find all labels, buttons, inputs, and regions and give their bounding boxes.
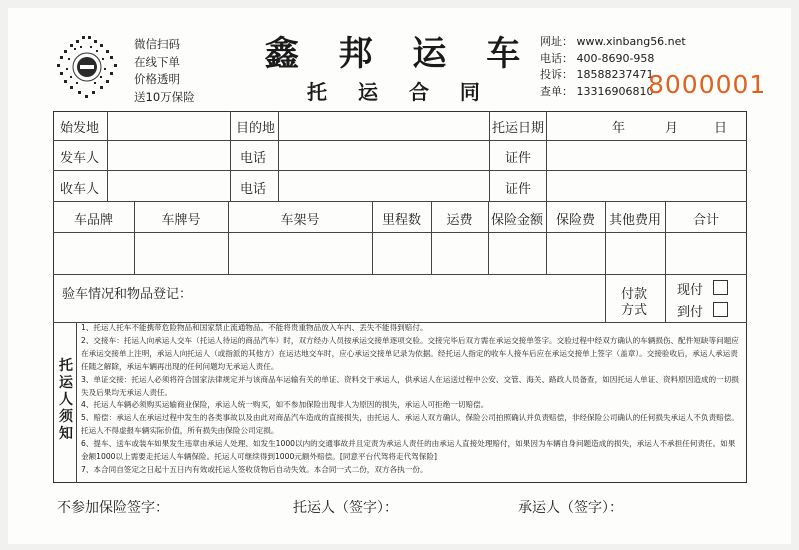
- day-label: 日: [714, 121, 728, 136]
- notice-item: 5、赔偿：承运人在承运过程中发生的各类事故以及由此对商品汽车造成的直接损失，由托运人、承运人双方确认，保险公司拍照确认并负责赔偿，非经保险公司确认的任何损失承运人不负责赔偿。托运人不得虚报车辆实际价值，所有损失由保险公司定损。: [81, 413, 739, 436]
- col-divider: [76, 322, 77, 483]
- col-header-vin: 车架号: [280, 213, 320, 228]
- receiver-phone-label: 电话: [240, 182, 267, 197]
- year-label: 年: [612, 121, 626, 136]
- col-header-plate: 车牌号: [161, 213, 201, 228]
- promo-line: 送10万保险: [134, 89, 195, 104]
- phone-line: 电话： 400-8690-958: [540, 51, 655, 65]
- sender-label: 发车人: [60, 151, 100, 166]
- notice-title: 托运人须知: [59, 358, 73, 442]
- col-header-premium: 保险费: [555, 213, 595, 228]
- col-divider: [546, 111, 547, 201]
- payment-method-label: 付款: [621, 287, 648, 302]
- receiver-label: 收车人: [60, 182, 100, 197]
- promo-line: 在线下单: [134, 54, 180, 69]
- promo-line: 微信扫码: [134, 37, 180, 51]
- col-header-other-fees: 其他费用: [608, 213, 661, 228]
- serial-number: 8000001: [648, 70, 767, 99]
- company-name: 鑫 邦 运 车: [264, 34, 535, 74]
- notice-list: [81, 322, 741, 477]
- shipper-signature: 托运人（签字）：: [293, 500, 398, 516]
- col-divider: [230, 111, 231, 201]
- query-line: 查单： 13316906810: [540, 84, 654, 98]
- month-label: 月: [665, 121, 679, 136]
- notice-item: 3、单证交接：托运人必须将符合国家法律规定并与该商品车运输有关的单证、资料交于承运人，供承运人在运送过程中公安、交管、海关、路政人员备查，如因托运人单证、资料原因造成的一切损失及后果均无承运人责任。: [81, 374, 739, 397]
- notice-item: 4、托运人车辆必须购买运输商业保险，承运人统一购买，如不参加保险出现非人为原因的损失，承运人可拒绝一切赔偿。: [81, 400, 489, 410]
- row-divider: [53, 274, 747, 275]
- pay-now-checkbox[interactable]: [713, 280, 728, 295]
- payment-method-label: 方式: [621, 303, 648, 318]
- row-divider: [53, 232, 747, 233]
- col-header-total: 合计: [692, 213, 719, 228]
- pay-on-arrival-label: 到付: [677, 305, 704, 320]
- row-divider: [53, 201, 747, 202]
- pay-on-arrival-checkbox[interactable]: [713, 302, 728, 317]
- col-header-brand: 车品牌: [73, 213, 113, 228]
- sender-id-label: 证件: [505, 151, 532, 166]
- col-divider: [107, 111, 108, 201]
- inspection-label: 验车情况和物品登记：: [62, 287, 193, 302]
- no-insurance-signature: 不参加保险签字：: [57, 500, 169, 516]
- receiver-id-label: 证件: [505, 182, 532, 197]
- document-title: 托 运 合 同: [307, 80, 492, 104]
- notice-item: 1、托运人托车不能携带危险物品和国家禁止流通物品。不能将贵重物品放入车内、丢失不能得到赔付。: [81, 323, 428, 332]
- col-divider: [489, 111, 490, 201]
- promo-line: 价格透明: [134, 72, 180, 86]
- col-header-mileage: 里程数: [381, 213, 421, 228]
- complaint-line: 投诉： 18588237471: [540, 68, 654, 81]
- notice-item: 2、交接车：托运人向承运人交车（托运人待运的商品汽车）时，双方经办人员按承运交接单逐项交验。交接完毕后双方需在承运交接单签字。交验过程中经双方确认的车辆损伤、配件短缺等问题应在承运交接单上注明，承运人向托运人（或指派的其他方）在运达地交车时，应心承运交接单记录为依据。经托运人指定的收车人接车后应在承运交接单上签字（盖章）。交接验收后，承运人承运责任随之解除，承运车辆再出现的任何问题均无承运人责任。: [81, 335, 739, 371]
- destination-label: 目的地: [236, 121, 276, 136]
- pay-now-label: 现付: [677, 283, 704, 298]
- col-header-freight: 运费: [446, 213, 473, 228]
- row-divider: [53, 140, 747, 141]
- origin-label: 始发地: [60, 121, 100, 136]
- sender-phone-label: 电话: [240, 151, 267, 166]
- col-header-insured-amount: 保险金额: [490, 213, 543, 228]
- carrier-signature: 承运人（签字）：: [518, 500, 623, 516]
- notice-item: 7、本合同自签定之日起十五日内有效或托运人签收货物后自动失效。本合同一式二份，双方各执一份。: [81, 464, 428, 474]
- website-line: 网址： www.xinbang56.net: [540, 35, 686, 48]
- ship-date-label: 托运日期: [492, 121, 545, 136]
- col-divider: [278, 111, 279, 201]
- notice-item: 6、提车、送车或装车如果发生违章由承运人处理、如发生1000以内的交通事故并且定责为承运人责任的由承运人直接处理赔付，如果因为车辆自身问题造成的损失，承运人不承担任何责任。如果金额1000以上需要走托运人车辆保险。托运人可继续得到1000元额外赔偿。[同意平台代驾将走代驾保险]: [81, 439, 736, 462]
- row-divider: [53, 170, 747, 171]
